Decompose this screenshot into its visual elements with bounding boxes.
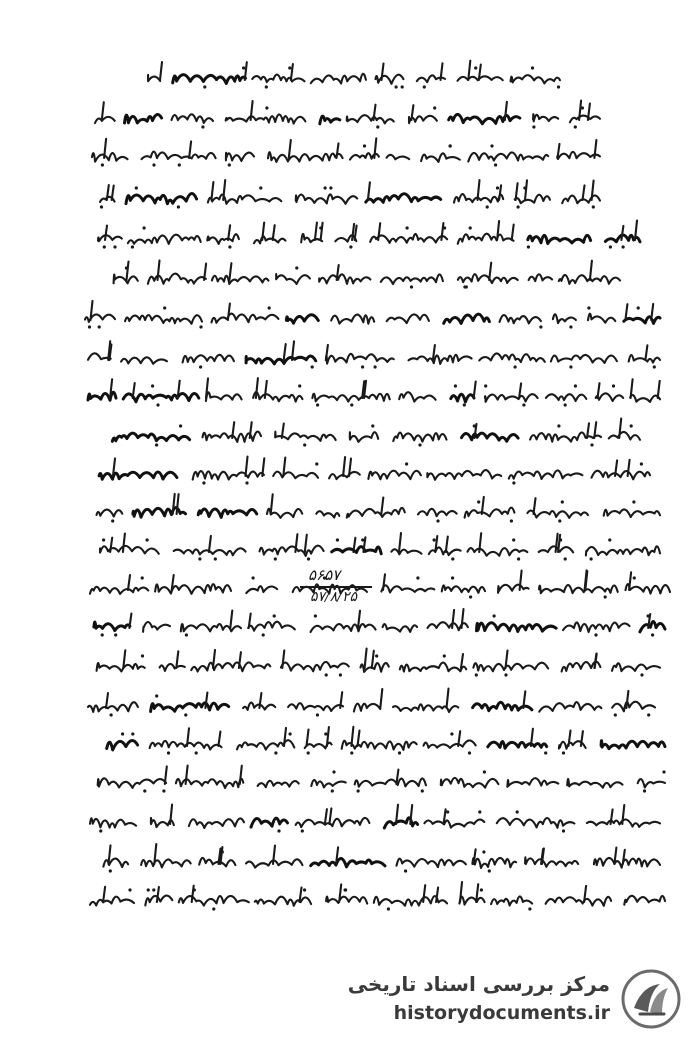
handwriting-line: [0, 766, 700, 796]
handwriting-line: [0, 690, 700, 720]
handwriting-line: [0, 534, 700, 564]
fraction-numerator: ۵۶۵۷: [308, 566, 341, 584]
handwriting-line: [0, 458, 700, 488]
handwriting-line: [0, 420, 700, 450]
handwriting-line: [0, 884, 700, 914]
handwriting-line: [0, 262, 700, 292]
handwriting-line: [0, 302, 700, 332]
handwriting-line: [0, 728, 700, 758]
fraction-note: [300, 566, 380, 610]
fraction-denominator: ۵۷/۸/۲۵: [310, 589, 358, 605]
handwriting-line: [0, 846, 700, 876]
handwriting-line: [0, 62, 700, 92]
fraction-rule: [300, 586, 372, 588]
handwriting-line: [0, 380, 700, 410]
handwriting-line: [0, 140, 700, 170]
handwriting-line: [0, 102, 700, 132]
handwriting-line: [0, 806, 700, 836]
handwriting-line: [0, 222, 700, 252]
handwriting-line: [0, 182, 700, 212]
watermark-url: historydocuments.ir: [393, 1002, 610, 1024]
watermark: [347, 966, 682, 1036]
handwriting-line: [0, 342, 700, 372]
watermark-title: مرکز بررسی اسناد تاریخی: [347, 972, 610, 996]
history-documents-logo-icon: [620, 968, 682, 1030]
handwriting-line: [0, 496, 700, 526]
handwriting-line: [0, 610, 700, 640]
handwriting-line: [0, 650, 700, 680]
